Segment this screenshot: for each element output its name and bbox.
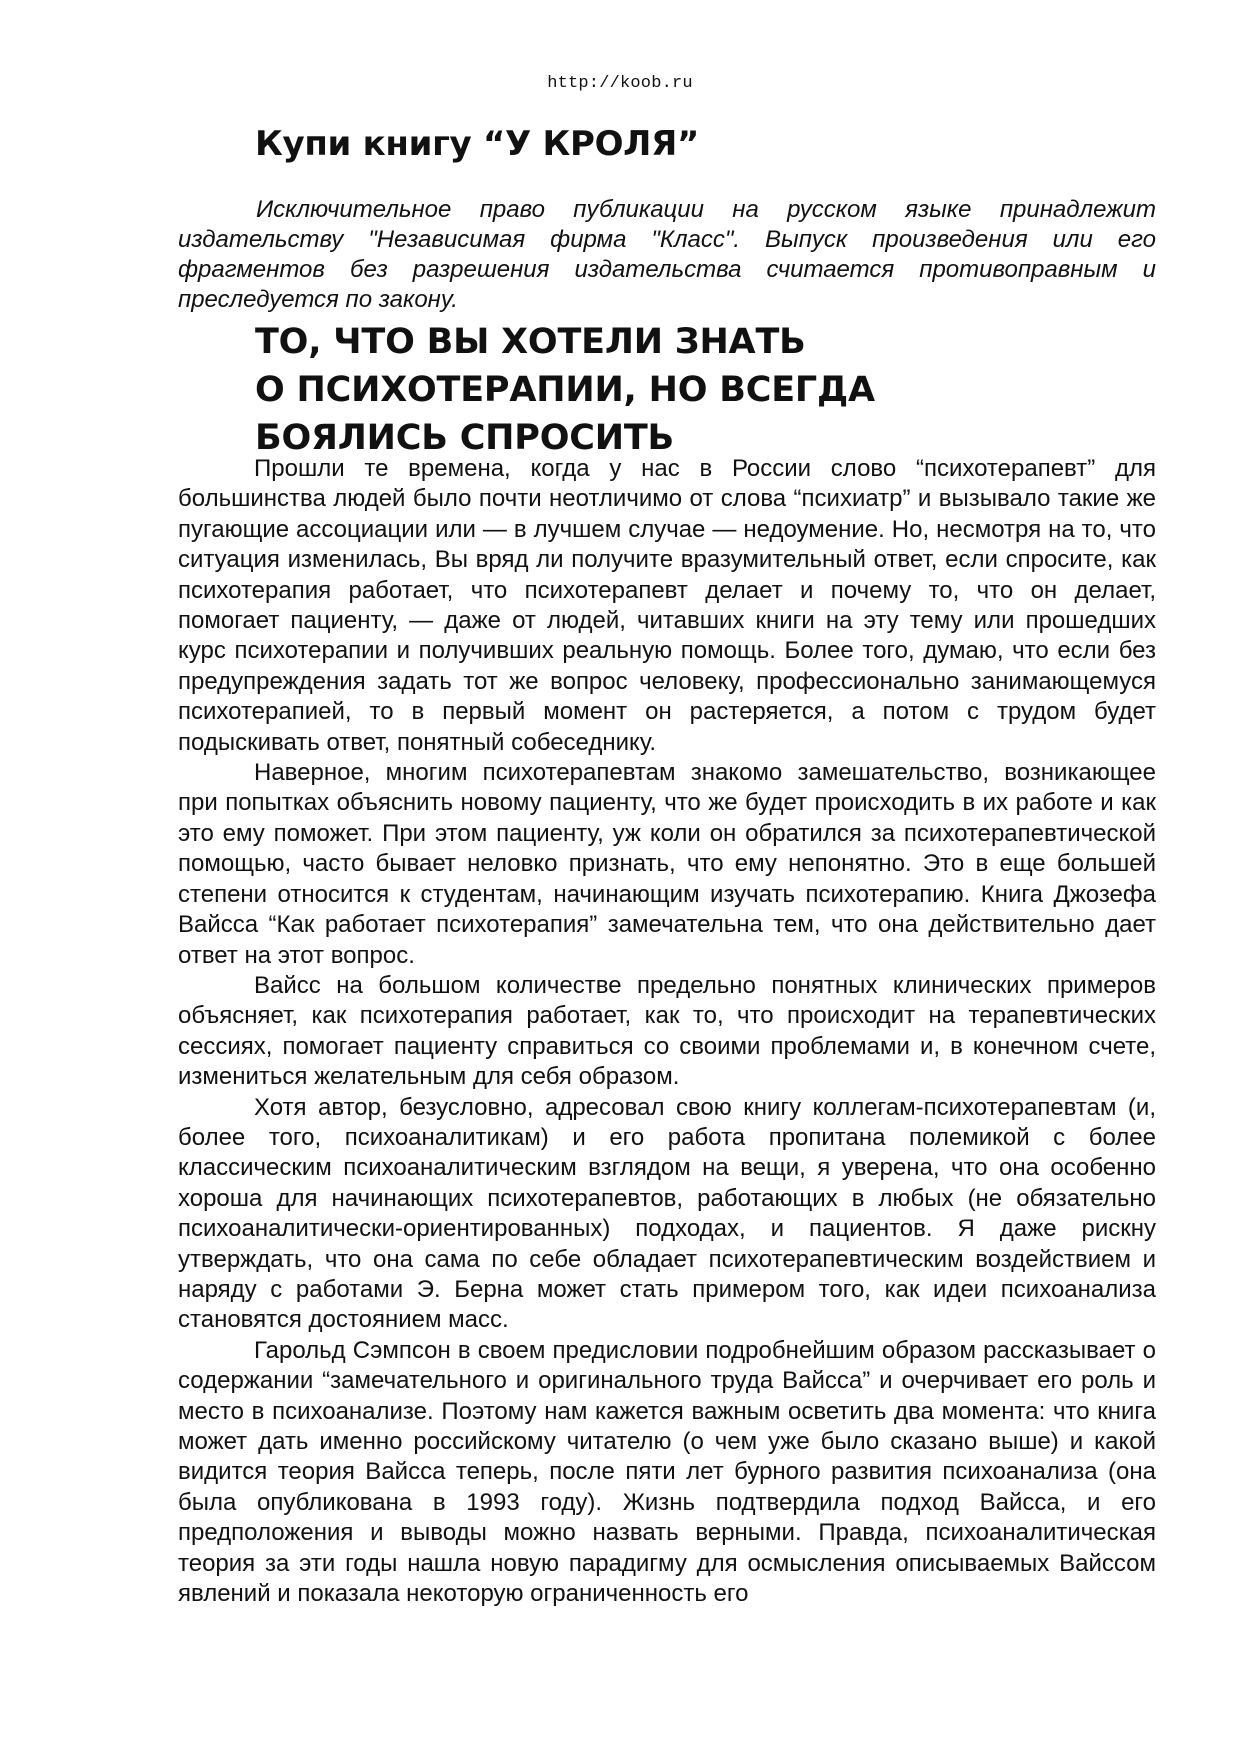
main-title bbox=[255, 318, 875, 462]
main-title-line: БОЯЛИСЬ СПРОСИТЬ bbox=[255, 418, 675, 458]
paragraph: Наверное, многим психотерапевтам знакомо замешательство, возникающее при попытках объяснить новому пациенту, что же будет происходить в их работе и как это ему поможет. При этом пациенту, уж коли он обратился за психотерапевтической помощью, часто бывает неловко признать, что ему непонятно. Это в еще большей степени относится к студентам, начинающим изучать психотерапию. Книга Джозефа Вайсса “Как работает психотерапия” замечательна тем, что она действительно дает ответ на этот вопрос. bbox=[178, 759, 1156, 969]
promo-title: Купи книгу “У КРОЛЯ” bbox=[255, 124, 700, 164]
body-text bbox=[178, 454, 1156, 1609]
main-title-line: ТО, ЧТО ВЫ ХОТЕЛИ ЗНАТЬ bbox=[255, 322, 806, 362]
paragraph: Прошли те времена, когда у нас в России слово “психотерапевт” для большинства людей было почти неотличимо от слова “психиатр” и вызывало такие же пугающие ассоциации или — в лучшем случае — недоумение. Но, несмотря на то, что ситуация изменилась, Вы вряд ли получите вразумительный ответ, если спросите, как психотерапия работает, что психотерапевт делает и почему то, что он делает, помогает пациенту, — даже от людей, читавших книги на эту тему или прошедших курс психотерапии и получивших реальную помощь. Более того, думаю, что если без предупреждения задать тот же вопрос человеку, профессионально занимающемуся психотерапией, то в первый момент он растеряется, а потом с трудом будет подыскивать ответ, понятный собеседнику. bbox=[178, 455, 1156, 756]
paragraph: Хотя автор, безусловно, адресовал свою книгу коллегам-психотерапевтам (и, более того, психоаналитикам) и его работа пропитана полемикой с более классическим психоаналитическим взглядом на вещи, я уверена, что она особенно хороша для начинающих психотерапевтов, работающих в любых (не обязательно психоаналитически-ориентированных) подходах, и пациентов. Я даже рискну утверждать, что она сама по себе обладает психотерапевтическим воздействием и наряду с работами Э. Берна может стать примером того, как идеи психоанализа становятся достоянием масс. bbox=[178, 1093, 1156, 1334]
main-title-line: О ПСИХОТЕРАПИИ, НО ВСЕГДА bbox=[255, 370, 875, 410]
copyright-notice: Исключительное право публикации на русском языке принадлежит издательству "Независимая фирма "Класс". Выпуск произведения или его фрагментов без разрешения издательства считается противоправным и преследуется по закону. bbox=[178, 196, 1156, 313]
paragraph: Вайсс на большом количестве предельно понятных клинических примеров объясняет, как психотерапия работает, как то, что происходит на терапевтических сессиях, помогает пациенту справиться со своими проблемами и, в конечном счете, измениться желательным для себя образом. bbox=[178, 971, 1156, 1091]
header-url[interactable]: http://koob.ru bbox=[547, 74, 693, 93]
paragraph: Гарольд Сэмпсон в своем предисловии подробнейшим образом рассказывает о содержании “замечательного и оригинального труда Вайсса” и очерчивает его роль и место в психоанализе. Поэтому нам кажется важным осветить два момента: что книга может дать именно российскому читателю (о чем уже было сказано выше) и какой видится теория Вайсса теперь, после пяти лет бурного развития психоанализа (она была опубликована в 1993 году). Жизнь подтвердила подход Вайсса, и его предположения и выводы можно назвать верными. Правда, психоаналитическая теория за эти годы нашла новую парадигму для осмысления описываемых Вайссом явлений и показала некоторую ограниченность его bbox=[178, 1336, 1156, 1608]
